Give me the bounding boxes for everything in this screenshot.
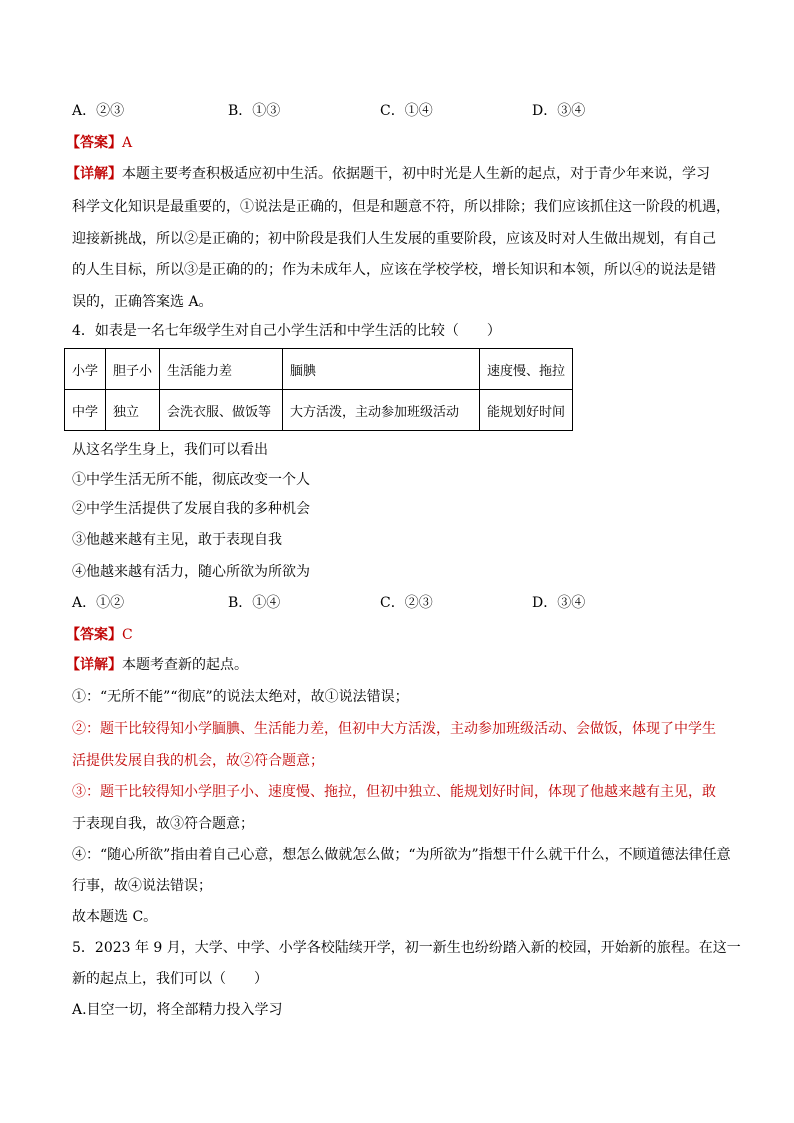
- answer-value: A: [122, 135, 133, 151]
- q4-answer: [66, 625, 133, 645]
- table-cell: 中学: [65, 390, 106, 431]
- q5-stem-line-1: 5．2023 年 9 月，大学、中学、小学各校陆续开学，初一新生也纷纷踏入新的校园，开始新的旅程。在这一: [72, 940, 741, 956]
- q3-detail-line-5: 误的，正确答案选 A。: [72, 294, 213, 310]
- q4-detail-line-3: ②：题干比较得知小学腼腆、生活能力差，但初中大方活泼，主动参加班级活动、会做饭，体现了中学生: [72, 721, 716, 737]
- q4-option-a: A．①②: [72, 595, 125, 611]
- q4-detail-line-6: 于表现自我，故③符合题意；: [72, 816, 254, 832]
- answer-tag: 【答案】: [66, 627, 122, 643]
- detail-tag: 【详解】: [66, 657, 122, 673]
- q3-answer: [66, 133, 132, 153]
- q4-detail-line-1: 【详解】本题考查新的起点。: [66, 657, 248, 673]
- q4-detail-line-8: 行事，故④说法错误；: [72, 878, 212, 894]
- answer-value: C: [122, 627, 133, 643]
- q3-detail-line-2: 科学文化知识是最重要的，①说法是正确的，但是和题意不符，所以排除；我们应该抓住这一阶段的机遇，: [72, 199, 730, 215]
- q4-statement-1: ①中学生活无所不能，彻底改变一个人: [72, 472, 310, 488]
- table-cell: 独立: [106, 390, 160, 431]
- table-row: [65, 390, 573, 431]
- q3-detail-line-1: 【详解】本题主要考查积极适应初中生活。依据题干，初中时光是人生新的起点，对于青少年来说，学习: [66, 166, 710, 182]
- table-cell: 大方活泼，主动参加班级活动: [283, 390, 480, 431]
- q3-detail-line-3: 迎接新挑战，所以②是正确的；初中阶段是我们人生发展的重要阶段，应该及时对人生做出规划，有自己: [72, 231, 716, 247]
- q4-stem: 4．如表是一名七年级学生对自己小学生活和中学生活的比较（ ）: [72, 323, 501, 339]
- q5-stem-line-2: 新的起点上，我们可以（ ）: [72, 971, 268, 987]
- table-cell: 腼腆: [283, 349, 480, 390]
- table-cell: 小学: [65, 349, 106, 390]
- q5-option-a: A.目空一切，将全部精力投入学习: [72, 1002, 283, 1018]
- q4-detail-line-9: 故本题选 C。: [72, 909, 158, 925]
- q4-options: [72, 593, 732, 613]
- q4-statement-2: ②中学生活提供了发展自我的多种机会: [72, 501, 310, 517]
- table-cell: 胆子小: [106, 349, 160, 390]
- q4-detail-line-4: 活提供发展自我的机会，故②符合题意；: [72, 753, 324, 769]
- q3-option-b: B．①③: [228, 103, 281, 119]
- comparison-table: [64, 348, 573, 431]
- q4-detail-line-2: ①：“无所不能”“彻底”的说法太绝对，故①说法错误；: [72, 689, 409, 705]
- table-row: [65, 349, 573, 390]
- table-cell: 生活能力差: [160, 349, 283, 390]
- detail-tag: 【详解】: [66, 166, 122, 182]
- table-cell: 速度慢、拖拉: [480, 349, 573, 390]
- table-cell: 能规划好时间: [480, 390, 573, 431]
- q3-option-a: A．②③: [72, 103, 125, 119]
- q3-option-d: D．③④: [532, 103, 586, 119]
- q4-statement-4: ④他越来越有活力，随心所欲为所欲为: [72, 564, 310, 580]
- q4-option-d: D．③④: [532, 595, 586, 611]
- q3-detail-line-4: 的人生目标，所以③是正确的的；作为未成年人，应该在学校学校，增长知识和本领，所以④的说法是错: [72, 262, 716, 278]
- q4-option-b: B．①④: [228, 595, 281, 611]
- q4-option-c: C．②③: [380, 595, 433, 611]
- table-cell: 会洗衣服、做饭等: [160, 390, 283, 431]
- answer-tag: 【答案】: [66, 135, 122, 151]
- q4-detail-line-7: ④：“随心所欲”指由着自己心意，想怎么做就怎么做；“为所欲为”指想干什么就干什么，不顾道德法律任意: [72, 847, 731, 863]
- q3-option-c: C．①④: [380, 103, 433, 119]
- q4-lead: 从这名学生身上，我们可以看出: [72, 442, 268, 458]
- q3-options: [72, 101, 732, 121]
- q4-detail-line-5: ③：题干比较得知小学胆子小、速度慢、拖拉，但初中独立、能规划好时间，体现了他越来越有主见，敢: [72, 784, 716, 800]
- q4-statement-3: ③他越来越有主见，敢于表现自我: [72, 532, 282, 548]
